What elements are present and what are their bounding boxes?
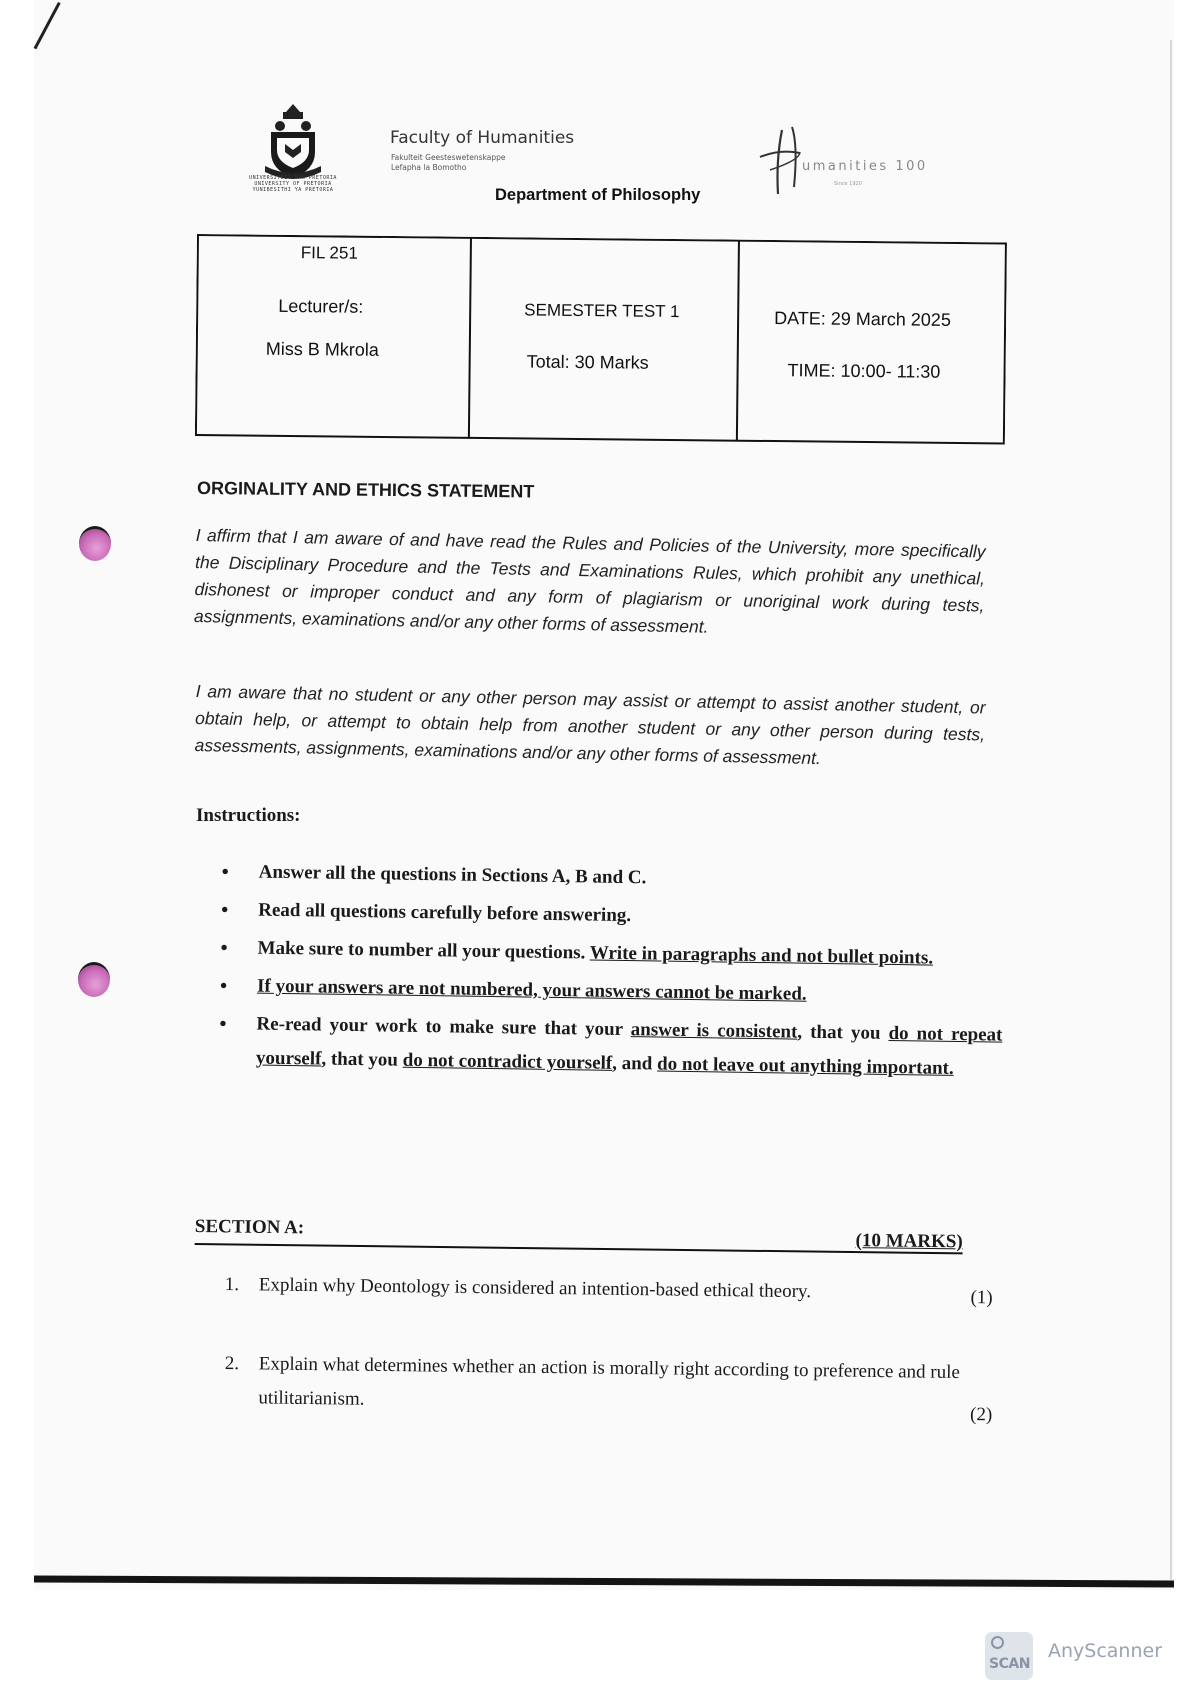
statement-heading: ORGINALITY AND ETHICS STATEMENT (196, 478, 535, 502)
faculty-subtitle: Fakulteit Geesteswetenskappe Lefapha la Bomotho (391, 153, 506, 172)
question-marks: (2) (969, 1404, 993, 1426)
course-code: FIL 251 (300, 243, 358, 263)
department-title: Department of Philosophy (495, 186, 701, 204)
test-name: SEMESTER TEST 1 (524, 300, 680, 322)
question-marks: (1) (970, 1287, 993, 1309)
scanner-dot-icon (991, 1636, 1004, 1649)
instruction-item: • If your answers are not numbered, your answers cannot be marked. (218, 969, 1003, 1015)
lecturer-label: Lecturer/s: (278, 295, 364, 317)
question-1: 1. Explain why Deontology is considered an intention-based ethical theory. (1) (225, 1268, 1005, 1312)
punch-hole-bottom (78, 962, 110, 997)
section-a-title: SECTION A: (194, 1216, 305, 1239)
scanner-watermark: AnyScanner (1048, 1640, 1163, 1662)
statement-paragraph-1: I affirm that I am aware of and have read the Rules and Policies of the University, more specifically the Disciplinary Procedure and the Tests and Examinations Rules, which prohibit any unethical, dishonest or improper conduct and any form of plagiarism or unoriginal work during tests, assignments, examinations and/or any other forms of assessment. (193, 524, 986, 637)
statement-paragraph-2: I am aware that no student or any other person may assist or attempt to assist another student, or obtain help, or attempt to obtain help from another student or any other person during tests, assessments, assignments, examinations and/or any other forms of assessment. (194, 680, 986, 769)
question-2: 2. Explain what determines whether an action is morally right according to preference and rule utilitarianism. (2) (224, 1347, 1005, 1425)
humanities-since: Since 1920 (834, 181, 862, 187)
instruction-item: • Read all questions carefully before answering. (219, 893, 1004, 939)
section-a-marks: (10 MARKS) (855, 1230, 963, 1253)
test-time: TIME: 10:00- 11:30 (787, 360, 941, 382)
university-names: UNIVERSITEIT VAN PRETORIA UNIVERSITY OF PRETORIA YUNIBESITHI YA PRETORIA (249, 175, 337, 193)
page-edge (1170, 40, 1172, 1580)
humanities-logo-text: umanities 100 (802, 159, 928, 174)
test-info-table (195, 234, 1007, 452)
instruction-item: • Answer all the questions in Sections A, B and C. (219, 855, 1004, 901)
instructions-heading: Instructions: (196, 805, 301, 826)
instruction-item: • Re-read your work to make sure that your answer is consistent, that you do not repeat yourself, that you do not contradict yourself, and do not leave out anything important. (217, 1007, 1003, 1087)
punch-hole-top (79, 526, 111, 561)
scanner-logo-icon: SCAN (985, 1632, 1033, 1680)
faculty-title: Faculty of Humanities (390, 128, 575, 148)
instructions-list (217, 855, 1005, 1091)
total-marks: Total: 30 Marks (526, 351, 649, 373)
test-date: DATE: 29 March 2025 (774, 308, 951, 330)
lecturer-name: Miss B Mkrola (265, 338, 379, 360)
instruction-item: • Make sure to number all your questions. Write in paragraphs and not bullet points. (218, 931, 1003, 977)
